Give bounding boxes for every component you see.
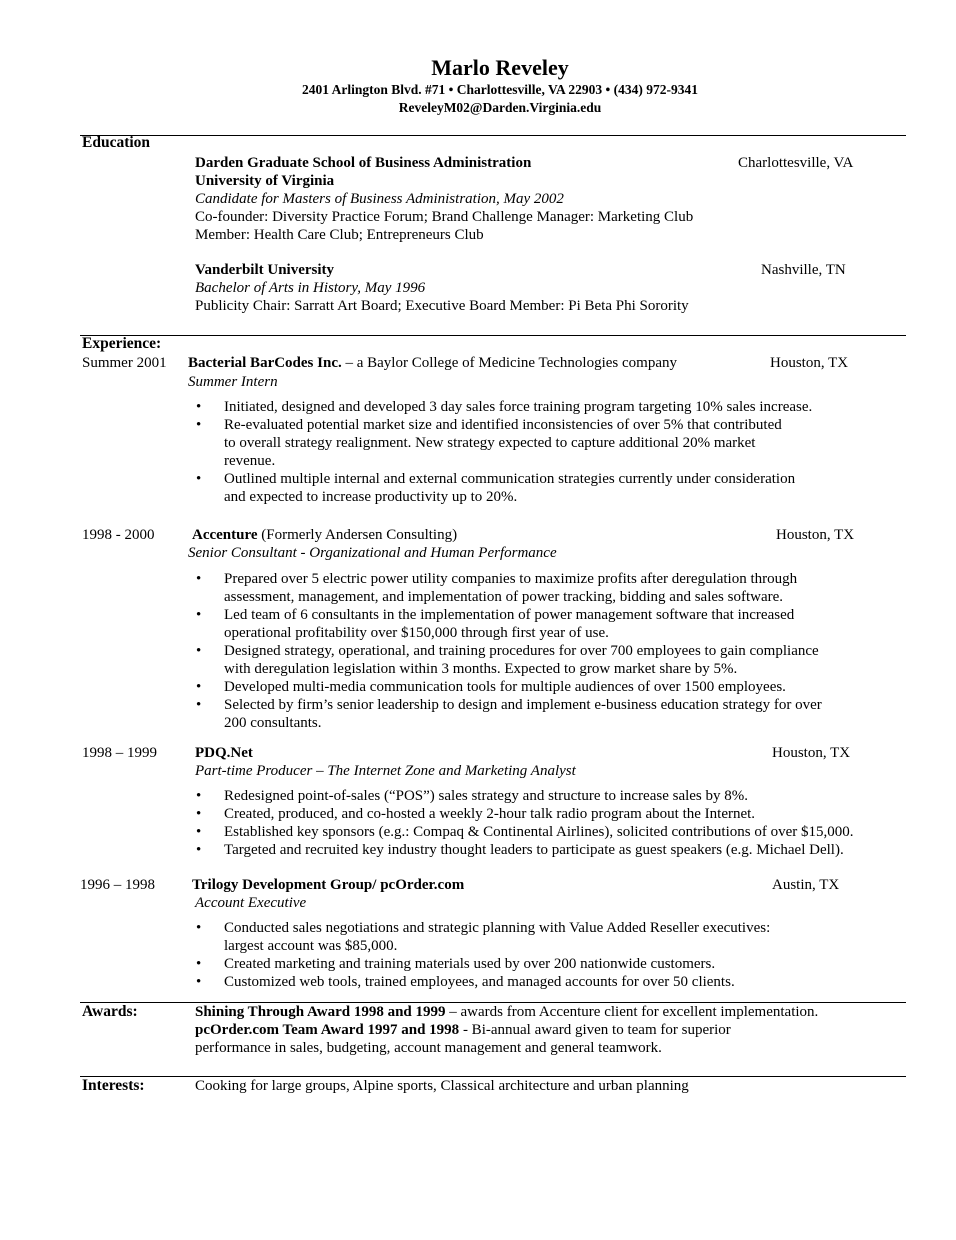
bullet-dot-icon: •: [196, 417, 202, 433]
bullet-line: Targeted and recruited key industry thought leaders to participate as guest speakers (e.g. Michael Dell).: [224, 842, 844, 858]
job-title: Account Executive: [195, 895, 307, 911]
bullet-line: Created, produced, and co-hosted a weekly 2-hour talk radio program about the Internet.: [224, 806, 756, 822]
bullet-dot-icon: •: [196, 788, 202, 804]
job-company-suffix: – a Baylor College of Medicine Technologies company: [341, 355, 677, 371]
divider-experience: [80, 335, 906, 336]
job-company: Bacterial BarCodes Inc.: [188, 355, 342, 371]
bullet-line: operational profitability over $150,000 through first year of use.: [224, 625, 609, 641]
bullet-item: [194, 955, 770, 973]
job-header: [195, 744, 253, 762]
job-bullets: [194, 398, 812, 506]
bullet-dot-icon: •: [196, 571, 202, 587]
bullet-item: [194, 398, 812, 416]
bullet-item: [194, 642, 822, 678]
contact-address: 2401 Arlington Blvd. #71 • Charlottesville, VA 22903 • (434) 972-9341: [302, 82, 698, 97]
experience-heading: Experience:: [82, 335, 162, 352]
bullet-line: largest account was $85,000.: [224, 938, 398, 954]
job-header: [192, 876, 464, 894]
job-header: [188, 354, 677, 372]
job-date: 1998 - 2000: [82, 527, 155, 543]
bullet-dot-icon: •: [196, 842, 202, 858]
bullet-line: Conducted sales negotiations and strategic planning with Value Added Reseller executives:: [224, 920, 771, 936]
job-company: Accenture: [192, 527, 258, 543]
bullet-line: Selected by firm’s senior leadership to design and implement e-business education strategy for over: [224, 697, 822, 713]
bullet-line: Outlined multiple internal and external communication strategies currently under consideration: [224, 471, 796, 487]
job-location: Houston, TX: [772, 745, 851, 761]
job-company: Trilogy Development Group/ pcOrder.com: [192, 877, 465, 893]
job-bullets: [194, 919, 770, 991]
bullet-line: revenue.: [224, 453, 276, 469]
bullet-line: Developed multi-media communication tools for multiple audiences of over 1500 employees.: [224, 679, 786, 695]
award-1-desc: – awards from Accenture client for excellent implementation.: [445, 1004, 819, 1020]
bullet-item: [194, 823, 854, 841]
bullet-dot-icon: •: [196, 679, 202, 695]
bullet-line: Created marketing and training materials used by over 200 nationwide customers.: [224, 956, 716, 972]
award-2: [195, 1021, 731, 1039]
bullet-item: [194, 570, 822, 606]
contact-email: ReveleyM02@Darden.Virginia.edu: [398, 100, 602, 115]
job-bullets: [194, 787, 854, 859]
interests-text: Cooking for large groups, Alpine sports, Classical architecture and urban planning: [195, 1078, 689, 1094]
education-heading: Education: [82, 134, 151, 151]
bullet-dot-icon: •: [196, 399, 202, 415]
award-2-desc: - Bi-annual award given to team for superior: [459, 1022, 731, 1038]
bullet-dot-icon: •: [196, 974, 202, 990]
bullet-line: with deregulation legislation within 3 months. Expected to grow market share by 5%.: [224, 661, 738, 677]
bullet-line: Led team of 6 consultants in the implementation of power management software that increased: [224, 607, 795, 623]
interests-heading: Interests:: [82, 1077, 145, 1094]
job-company-suffix: (Formerly Andersen Consulting): [257, 527, 458, 543]
bullet-item: [194, 841, 854, 859]
bullet-item: [194, 973, 770, 991]
darden-location: Charlottesville, VA: [738, 155, 854, 171]
bullet-dot-icon: •: [196, 920, 202, 936]
job-title: Senior Consultant - Organizational and Human Performance: [188, 545, 557, 561]
bullet-line: 200 consultants.: [224, 715, 322, 731]
bullet-item: [194, 416, 812, 470]
vanderbilt-line1: Publicity Chair: Sarratt Art Board; Executive Board Member: Pi Beta Phi Sorority: [195, 298, 689, 314]
bullet-item: [194, 470, 812, 506]
darden-university: University of Virginia: [195, 173, 335, 189]
job-date: Summer 2001: [82, 355, 167, 371]
vanderbilt-school: Vanderbilt University: [195, 262, 335, 278]
bullet-dot-icon: •: [196, 806, 202, 822]
job-location: Austin, TX: [772, 877, 840, 893]
vanderbilt-location: Nashville, TN: [761, 262, 846, 278]
darden-line2: Member: Health Care Club; Entrepreneurs Club: [195, 227, 484, 243]
bullet-line: Initiated, designed and developed 3 day sales force training program targeting 10% sales increase.: [224, 399, 813, 415]
job-title: Part-time Producer – The Internet Zone and Marketing Analyst: [195, 763, 576, 779]
bullet-line: Designed strategy, operational, and training procedures for over 700 employees to gain compliance: [224, 643, 819, 659]
job-company: PDQ.Net: [195, 745, 253, 761]
resume-name: Marlo Reveley: [431, 55, 569, 80]
bullet-line: Re-evaluated potential market size and identified inconsistencies of over 5% that contributed: [224, 417, 782, 433]
bullet-dot-icon: •: [196, 697, 202, 713]
awards-heading: Awards:: [82, 1003, 138, 1020]
job-bullets: [194, 570, 822, 732]
award-2-title: pcOrder.com Team Award 1997 and 1998: [195, 1022, 460, 1038]
bullet-item: [194, 606, 822, 642]
darden-school: Darden Graduate School of Business Administration: [195, 155, 532, 171]
job-title: Summer Intern: [188, 374, 278, 390]
job-header: [192, 526, 457, 544]
bullet-item: [194, 805, 854, 823]
bullet-line: Customized web tools, trained employees, and managed accounts for over 50 clients.: [224, 974, 735, 990]
bullet-line: to overall strategy realignment. New strategy expected to capture additional 20% market: [224, 435, 756, 451]
job-date: 1996 – 1998: [80, 877, 155, 893]
bullet-item: [194, 678, 822, 696]
award-1: [195, 1003, 818, 1021]
divider-education: [80, 135, 906, 136]
bullet-dot-icon: •: [196, 956, 202, 972]
darden-degree: Candidate for Masters of Business Administration, May 2002: [195, 191, 564, 207]
bullet-line: and expected to increase productivity up to 20%.: [224, 489, 518, 505]
bullet-dot-icon: •: [196, 471, 202, 487]
bullet-line: Redesigned point-of-sales (“POS”) sales strategy and structure to increase sales by 8%.: [224, 788, 749, 804]
job-date: 1998 – 1999: [82, 745, 157, 761]
job-location: Houston, TX: [776, 527, 855, 543]
bullet-dot-icon: •: [196, 607, 202, 623]
bullet-line: Established key sponsors (e.g.: Compaq & Continental Airlines), solicited contributions of over $15,000.: [224, 824, 854, 840]
bullet-item: [194, 919, 770, 955]
bullet-dot-icon: •: [196, 824, 202, 840]
vanderbilt-degree: Bachelor of Arts in History, May 1996: [195, 280, 426, 296]
award-2-line2: performance in sales, budgeting, account management and general teamwork.: [195, 1040, 662, 1056]
bullet-line: Prepared over 5 electric power utility companies to maximize profits after deregulation through: [224, 571, 798, 587]
bullet-item: [194, 787, 854, 805]
bullet-item: [194, 696, 822, 732]
job-location: Houston, TX: [770, 355, 849, 371]
darden-line1: Co-founder: Diversity Practice Forum; Brand Challenge Manager: Marketing Club: [195, 209, 694, 225]
bullet-dot-icon: •: [196, 643, 202, 659]
bullet-line: assessment, management, and implementation of power tracking, bidding and sales software.: [224, 589, 784, 605]
award-1-title: Shining Through Award 1998 and 1999: [195, 1004, 446, 1020]
